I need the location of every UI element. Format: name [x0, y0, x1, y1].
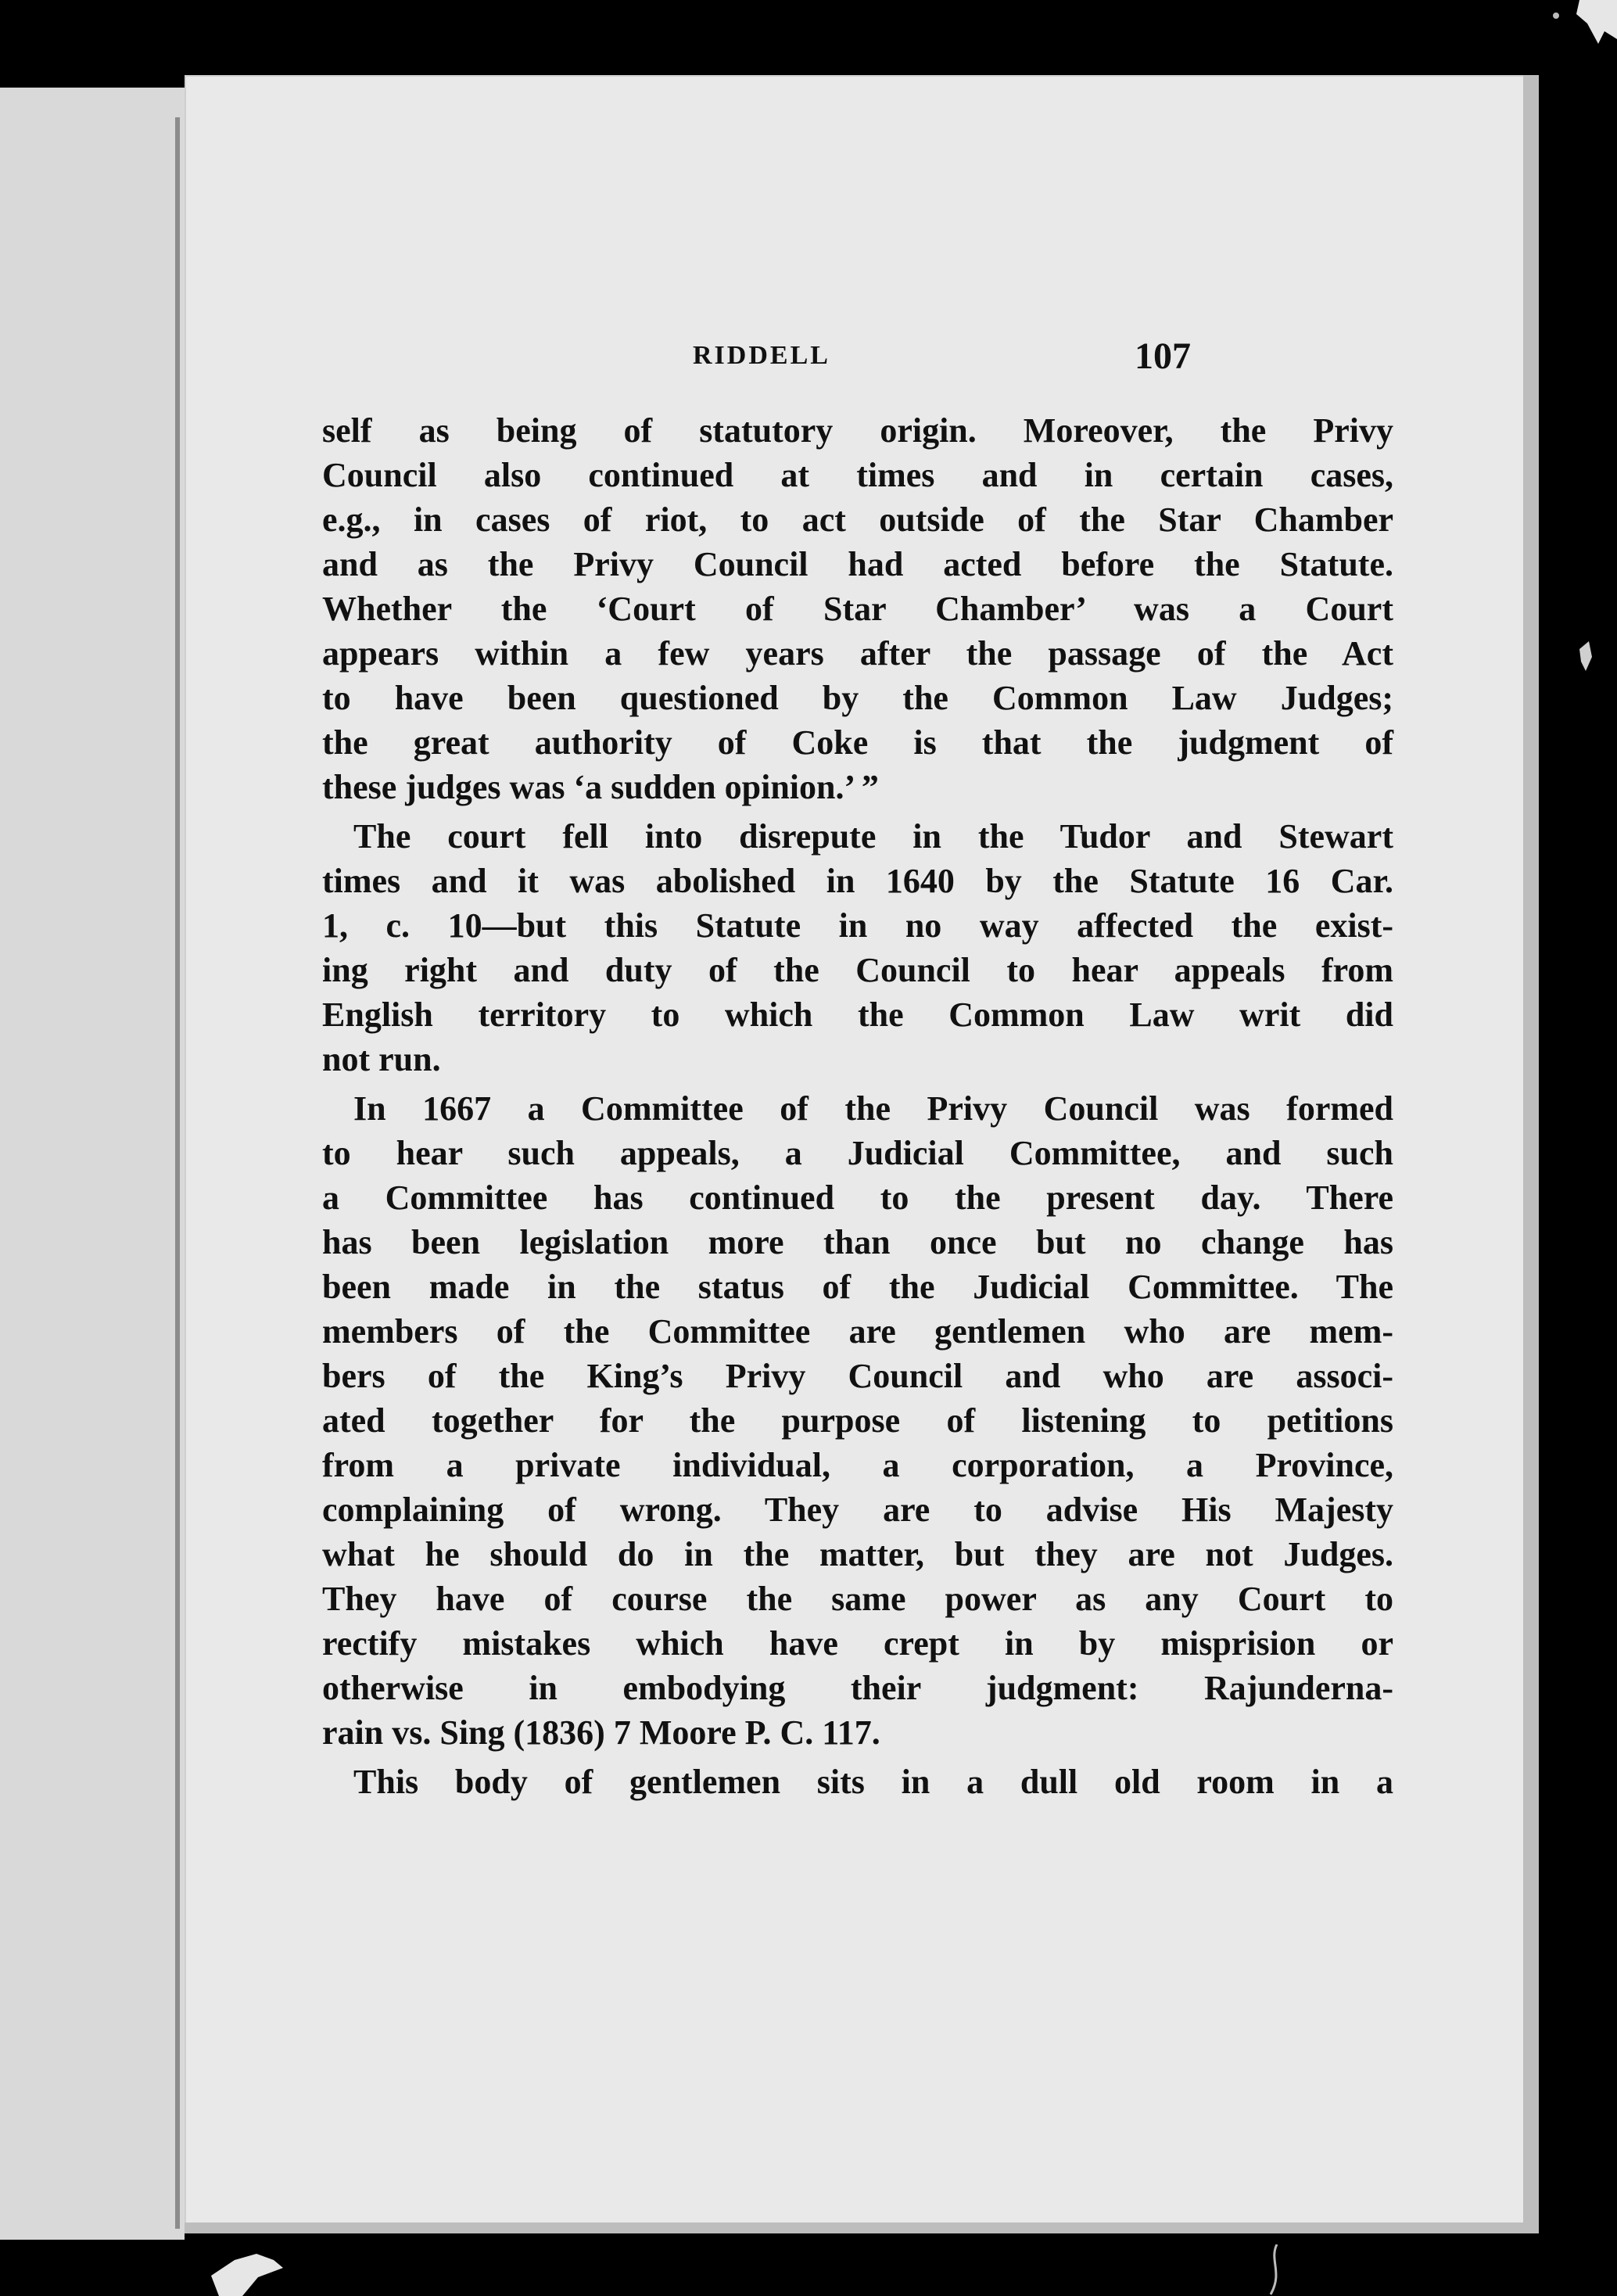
text-line: to have been questioned by the Common Law Judges;	[322, 679, 1393, 717]
text-line: times and it was abolished in 1640 by the Statute 16 Car.	[322, 862, 1393, 900]
book-page	[185, 75, 1539, 2233]
text-line: ated together for the purpose of listening to petitions	[322, 1401, 1393, 1440]
scan-speck-bottom	[211, 2237, 289, 2296]
text-line: not run.	[322, 1040, 441, 1078]
text-line: what he should do in the matter, but they are not Judges.	[322, 1535, 1393, 1573]
scan-speck-right	[1578, 641, 1594, 673]
text-line: from a private individual, a corporation, a Province,	[322, 1446, 1393, 1484]
page-bottom-shadow	[185, 2222, 1539, 2233]
body-text	[322, 408, 1393, 1804]
page-number: 107	[1135, 335, 1191, 377]
left-page-edge	[0, 88, 185, 2240]
scan-speck-top	[1533, 0, 1617, 47]
text-line: bers of the King’s Privy Council and who are associ-	[322, 1357, 1393, 1395]
page-edge-shadow	[1523, 75, 1539, 2233]
text-line: Council also continued at times and in certain cases,	[322, 456, 1393, 494]
text-line: the great authority of Coke is that the judgment of	[322, 723, 1393, 762]
text-line: to hear such appeals, a Judicial Committee, and such	[322, 1134, 1393, 1172]
text-line: English territory to which the Common Law writ did	[322, 996, 1393, 1034]
text-line: and as the Privy Council had acted before the Statute.	[322, 545, 1393, 583]
text-line: complaining of wrong. They are to advise His Majesty	[322, 1491, 1393, 1529]
text-line: has been legislation more than once but no change has	[322, 1223, 1393, 1261]
text-line: been made in the status of the Judicial Committee. The	[322, 1268, 1393, 1306]
text-line: rectify mistakes which have crept in by misprision or	[322, 1624, 1393, 1663]
text-line: these judges was ‘a sudden opinion.’ ”	[322, 768, 879, 806]
text-line: rain vs. Sing (1836) 7 Moore P. C. 117.	[322, 1713, 880, 1752]
running-title: RIDDELL	[693, 341, 830, 370]
running-head	[185, 335, 1539, 388]
text-line: appears within a few years after the passage of the Act	[322, 634, 1393, 673]
text-line: a Committee has continued to the present day. There	[322, 1178, 1393, 1217]
text-line: members of the Committee are gentlemen who are mem-	[322, 1312, 1393, 1351]
text-line: ing right and duty of the Council to hear appeals from	[322, 951, 1393, 989]
book-gutter	[175, 117, 180, 2229]
text-line: 1, c. 10—but this Statute in no way affected the exist-	[322, 906, 1393, 945]
text-line: self as being of statutory origin. Moreover, the Privy	[322, 411, 1393, 450]
text-line: The court fell into disrepute in the Tudor and Stewart	[353, 817, 1393, 856]
text-line: In 1667 a Committee of the Privy Council was formed	[353, 1089, 1393, 1128]
text-line: otherwise in embodying their judgment: Rajunderna-	[322, 1669, 1393, 1707]
text-line: Whether the ‘Court of Star Chamber’ was a Court	[322, 590, 1393, 628]
text-line: This body of gentlemen sits in a dull old room in a	[353, 1763, 1393, 1801]
text-line: e.g., in cases of riot, to act outside of the Star Chamber	[322, 500, 1393, 539]
scan-hair-mark	[1263, 2244, 1286, 2296]
text-line: They have of course the same power as any Court to	[322, 1580, 1393, 1618]
